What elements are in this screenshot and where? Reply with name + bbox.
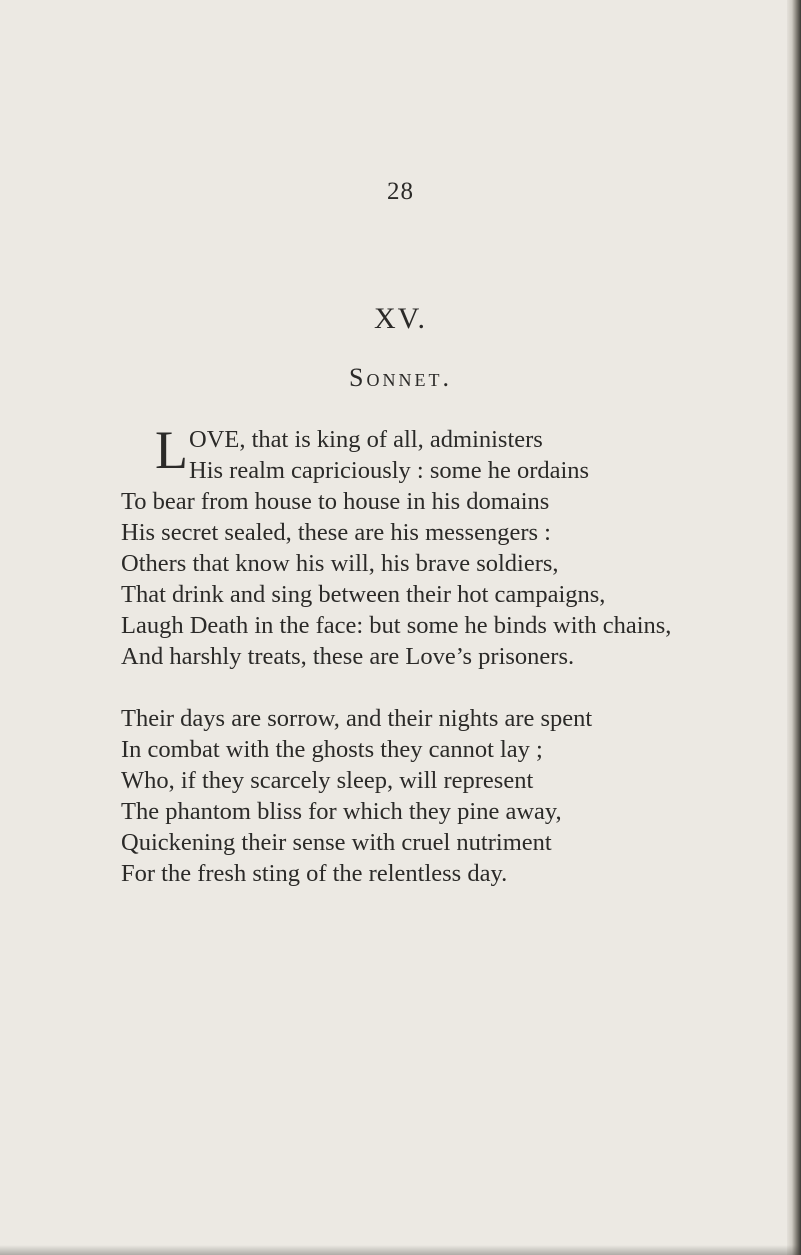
page-number: 28 — [387, 178, 414, 205]
poem-line-12: The phantom bliss for which they pine away, — [121, 798, 562, 825]
sonnet-title: Sonnet. — [349, 363, 452, 392]
poem-line-13: Quickening their sense with cruel nutriment — [121, 829, 552, 856]
poem-line-5: Others that know his will, his brave soldiers, — [121, 550, 559, 577]
poem-line-4: His secret sealed, these are his messengers : — [121, 519, 551, 546]
stanza-octave — [121, 420, 795, 672]
stanza-sestet — [121, 703, 795, 889]
poem-line-1: OVE, that is king of all, administers — [189, 426, 543, 453]
stanza-gap — [155, 672, 795, 703]
poem-line-7: Laugh Death in the face: but some he binds with chains, — [121, 612, 672, 639]
poem-line-14: For the fresh sting of the relentless day. — [121, 860, 508, 887]
poem-body — [121, 420, 795, 889]
page-bottom-shadow — [0, 1245, 801, 1255]
poem-line-6: That drink and sing between their hot campaigns, — [121, 581, 606, 608]
drop-cap: L — [155, 420, 188, 480]
poem-line-10: In combat with the ghosts they cannot lay ; — [121, 736, 543, 763]
poem-line-8: And harshly treats, these are Love’s prisoners. — [121, 643, 575, 670]
poem-line-11: Who, if they scarcely sleep, will represent — [121, 767, 534, 794]
poem-line-9: Their days are sorrow, and their nights are spent — [121, 705, 593, 732]
poem-line-2: His realm capriciously : some he ordains — [189, 457, 590, 484]
poem-line-3: To bear from house to house in his domains — [121, 488, 550, 515]
sonnet-number-heading: XV. — [374, 302, 427, 335]
